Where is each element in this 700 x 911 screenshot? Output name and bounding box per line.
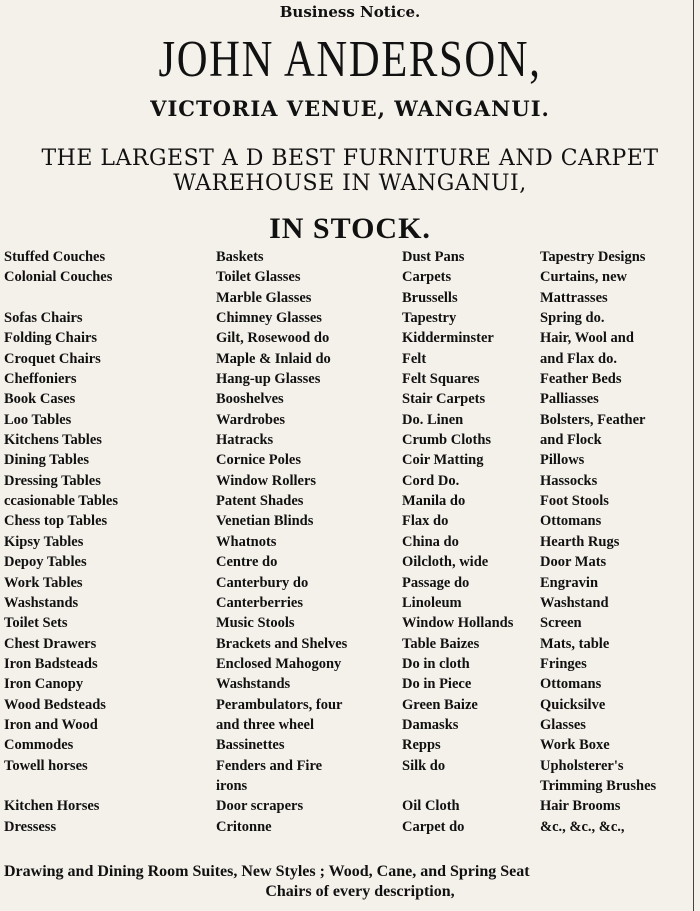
stock-item: Green Baize (402, 696, 478, 713)
stock-item (4, 776, 118, 796)
stock-column-3 (402, 247, 513, 837)
stock-item: Washstands (4, 594, 79, 611)
stock-item: Trimming Brushes (540, 777, 657, 794)
stock-item: Screen (540, 615, 582, 632)
stock-item: Quicksilve (540, 696, 606, 713)
stock-column-4 (540, 247, 656, 837)
stock-item: Curtains, new (540, 269, 628, 286)
stock-item: Depoy Tables (4, 554, 87, 571)
stock-item: Sofas Chairs (4, 310, 83, 327)
stock-item: Loo Tables (4, 411, 72, 428)
stock-item: Palliasses (540, 391, 599, 408)
stock-item: Brussells (402, 289, 458, 306)
stock-item: Mattrasses (540, 289, 608, 306)
stock-item: Work Tables (4, 574, 83, 591)
stock-item: ccasionable Tables (4, 493, 119, 510)
stock-item: Door Mats (540, 554, 607, 571)
stock-item: Tapestry Designs (540, 249, 646, 265)
stock-item: and Flock (540, 432, 602, 449)
stock-item: Iron Canopy (4, 676, 84, 693)
stock-item: Hair, Wool and (540, 330, 634, 347)
stock-item: Damasks (402, 716, 459, 733)
stock-item: and Flax do. (540, 350, 617, 367)
stock-item: Iron and Wood (4, 716, 98, 733)
stock-item: Window Rollers (216, 472, 317, 489)
stock-item: Oilcloth, wide (402, 554, 489, 571)
tagline-line-2: WAREHOUSE IN WANGANUI, (173, 171, 527, 196)
stock-item: Canterbury do (216, 574, 309, 591)
stock-item: Towell horses (4, 757, 88, 774)
stock-item: Enclosed Mahogony (216, 655, 342, 672)
stock-item: &c., &c., &c., (540, 818, 625, 835)
stock-item: Upholsterer's (540, 757, 624, 774)
stock-item: Dressing Tables (4, 472, 101, 489)
stock-column-2 (216, 247, 347, 837)
stock-item: Critonne (216, 818, 272, 835)
footer-line-1: Drawing and Dining Room Suites, New Styles ; Wood, Cane, and Spring Seat (4, 863, 530, 880)
stock-item: Hatracks (216, 432, 274, 449)
stock-item: Carpet do (402, 818, 465, 835)
stock-item: Crumb Cloths (402, 432, 492, 449)
stock-item: Feather Beds (540, 371, 622, 388)
stock-item: Glasses (540, 716, 586, 733)
stock-item: Baskets (216, 249, 264, 265)
stock-item: Gilt, Rosewood do (216, 330, 330, 347)
stock-item: Hang-up Glasses (216, 371, 321, 388)
stock-item: Book Cases (4, 391, 76, 408)
footer-text (4, 862, 696, 902)
stock-item: Window Hollands (402, 615, 514, 632)
stock-item: Whatnots (216, 533, 277, 550)
stock-item: Cornice Poles (216, 452, 301, 469)
stock-item: Washstands (216, 676, 291, 693)
column-rule (693, 0, 694, 911)
stock-item: Spring do. (540, 310, 605, 327)
stock-item: Pillows (540, 452, 585, 469)
stock-item: Patent Shades (216, 493, 304, 510)
stock-item: Hair Brooms (540, 798, 621, 815)
stock-item: Maple & Inlaid do (216, 350, 331, 367)
stock-item: Perambulators, four (216, 696, 343, 713)
stock-item: Music Stools (216, 615, 295, 632)
footer-line-2: Chairs of every description, (265, 883, 455, 900)
stock-item: Fenders and Fire (216, 757, 323, 774)
stock-item: Brackets and Shelves (216, 635, 348, 652)
section-title: IN STOCK. (269, 212, 431, 245)
proprietor-name: JOHN ANDERSON, (158, 31, 542, 88)
stock-item: Passage do (402, 574, 470, 591)
stock-item: Stuffed Couches (4, 249, 106, 265)
stock-item: Canterberries (216, 594, 303, 611)
stock-item: Coir Matting (402, 452, 484, 469)
stock-item: Wardrobes (216, 411, 286, 428)
stock-item: Door scrapers (216, 798, 304, 815)
stock-item: Repps (402, 737, 441, 754)
stock-item: Linoleum (402, 594, 462, 611)
stock-item (402, 776, 513, 796)
stock-item: Cord Do. (402, 472, 460, 489)
stock-item: Wood Bedsteads (4, 696, 106, 713)
stock-item: Booshelves (216, 391, 284, 408)
stock-item: Toilet Sets (4, 615, 68, 632)
stock-item: Do. Linen (402, 411, 464, 428)
stock-item: Table Baizes (402, 635, 480, 652)
stock-item: Dining Tables (4, 452, 90, 469)
stock-item: Mats, table (540, 635, 610, 652)
stock-item: Cheffoniers (4, 371, 77, 388)
stock-item: Dust Pans (402, 249, 465, 265)
stock-item: and three wheel (216, 716, 315, 733)
notice-heading: Business Notice. (279, 3, 421, 21)
stock-item: Hearth Rugs (540, 533, 620, 550)
stock-item: Hassocks (540, 472, 598, 489)
stock-item: China do (402, 533, 459, 550)
stock-item: Silk do (402, 757, 446, 774)
stock-item: Toilet Glasses (216, 269, 301, 286)
stock-item: Colonial Couches (4, 269, 113, 286)
stock-item: Felt (402, 350, 427, 367)
stock-item: Bolsters, Feather (540, 411, 646, 428)
stock-item: Centre do (216, 554, 278, 571)
stock-item: Croquet Chairs (4, 350, 101, 367)
stock-item: Stair Carpets (402, 391, 486, 408)
stock-item: Carpets (402, 269, 452, 286)
stock-item: Kidderminster (402, 330, 494, 347)
stock-item: Do in Piece (402, 676, 472, 693)
stock-item: Felt Squares (402, 371, 480, 388)
stock-item: Manila do (402, 493, 466, 510)
stock-item: Work Boxe (540, 737, 610, 754)
stock-item: Oil Cloth (402, 798, 460, 815)
stock-item: Tapestry (402, 310, 457, 327)
stock-item: Iron Badsteads (4, 655, 98, 672)
stock-item: Washstand (540, 594, 609, 611)
stock-item (4, 288, 118, 308)
stock-item: Chess top Tables (4, 513, 108, 530)
stock-item: Kitchen Horses (4, 798, 100, 815)
stock-item: Dressess (4, 818, 57, 835)
stock-item: Folding Chairs (4, 330, 98, 347)
stock-item: Ottomans (540, 513, 602, 530)
stock-item: Do in cloth (402, 655, 470, 672)
stock-item: Chest Drawers (4, 635, 97, 652)
stock-item: Bassinettes (216, 737, 285, 754)
stock-item: Foot Stools (540, 493, 609, 510)
stock-item: Flax do (402, 513, 449, 530)
stock-item: Venetian Blinds (216, 513, 314, 530)
stock-item: Engravin (540, 574, 599, 591)
stock-item: Ottomans (540, 676, 602, 693)
stock-column-1 (4, 247, 118, 837)
address-line: VICTORIA VENUE, WANGANUI. (150, 96, 550, 121)
stock-item: Kipsy Tables (4, 533, 84, 550)
stock-item: Kitchens Tables (4, 432, 102, 449)
stock-item: Fringes (540, 655, 587, 672)
stock-item: irons (216, 777, 248, 794)
stock-item: Commodes (4, 737, 74, 754)
tagline-line-1: THE LARGEST A D BEST FURNITURE AND CARPET (41, 146, 659, 171)
stock-item: Marble Glasses (216, 289, 312, 306)
stock-item: Chimney Glasses (216, 310, 322, 327)
